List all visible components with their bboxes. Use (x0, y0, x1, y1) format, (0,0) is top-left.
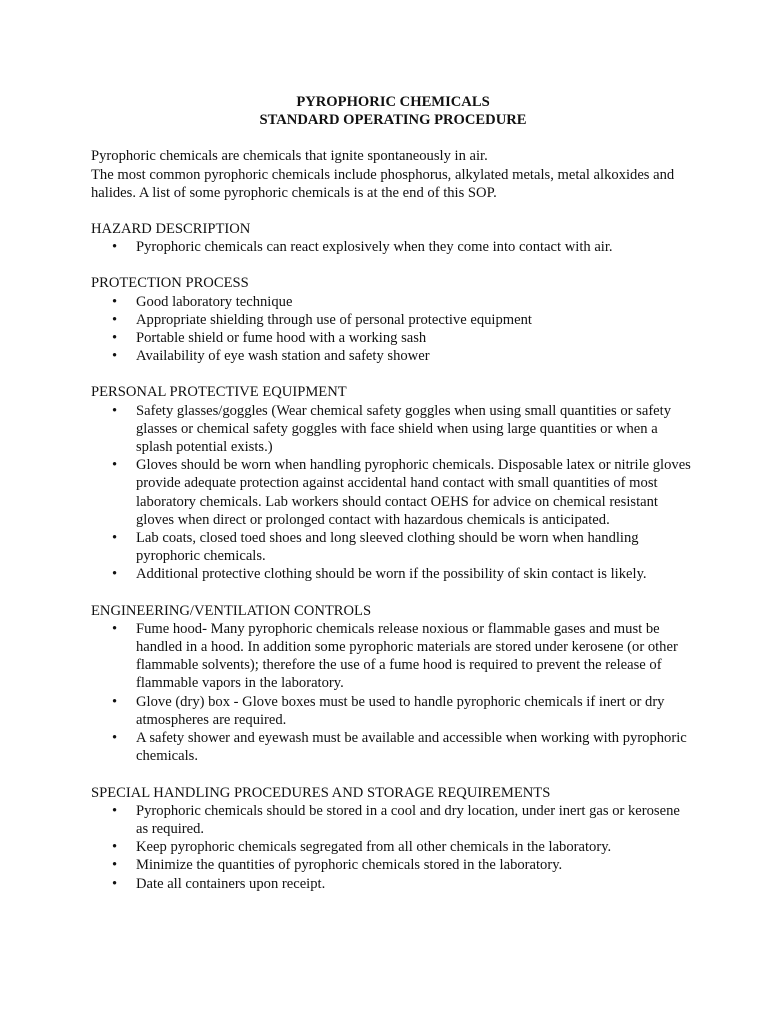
bullet-list (91, 238, 691, 256)
intro-line: Pyrophoric chemicals are chemicals that ignite spontaneously in air. (91, 148, 488, 165)
document-title-line-1: PYROPHORIC CHEMICALS (296, 94, 490, 110)
section-heading: PROTECTION PROCESS (91, 275, 249, 292)
list-item: • Pyrophoric chemicals can react explosively when they come into contact with air. (91, 238, 691, 256)
section-personal-protective-equipment (91, 383, 691, 583)
list-item: • Glove (dry) box - Glove boxes must be used to handle pyrophoric chemicals if inert or dry atmospheres are required. (91, 693, 691, 729)
list-item: • Keep pyrophoric chemicals segregated from all other chemicals in the laboratory. (91, 838, 691, 856)
bullet-list (91, 293, 691, 366)
bullet-list (91, 620, 691, 766)
section-heading: SPECIAL HANDLING PROCEDURES AND STORAGE REQUIREMENTS (91, 784, 551, 801)
list-item: • Additional protective clothing should be worn if the possibility of skin contact is likely. (91, 565, 691, 583)
intro-line: The most common pyrophoric chemicals include phosphorus, alkylated metals, metal alkoxides and halides. A list of some pyrophoric chemicals is at the end of this SOP. (91, 166, 675, 201)
list-item: • Lab coats, closed toed shoes and long sleeved clothing should be worn when handling pyrophoric chemicals. (91, 529, 691, 565)
list-item: • Appropriate shielding through use of personal protective equipment (91, 311, 691, 329)
list-item: • Gloves should be worn when handling pyrophoric chemicals. Disposable latex or nitrile gloves provide adequate protection against accidental hand contact with small quantities of most laboratory chemicals. Lab workers should contact OEHS for advice on chemical resistant gloves when direct or prolonged contact with hazardous chemicals is anticipated. (91, 456, 691, 529)
document-page (91, 93, 691, 893)
document-title-line-2: STANDARD OPERATING PROCEDURE (259, 112, 527, 129)
list-item: • Safety glasses/goggles (Wear chemical safety goggles when using small quantities or safety glasses or chemical safety goggles with face shield when using large quantities or when a splash potential exists.) (91, 402, 691, 457)
section-special-handling-storage (91, 784, 691, 893)
section-heading: PERSONAL PROTECTIVE EQUIPMENT (91, 384, 347, 401)
section-hazard-description (91, 220, 691, 256)
list-item: • Pyrophoric chemicals should be stored in a cool and dry location, under inert gas or kerosene as required. (91, 802, 691, 838)
bullet-list (91, 802, 691, 893)
section-protection-process (91, 274, 691, 365)
list-item: • Good laboratory technique (91, 293, 691, 311)
list-item: • Fume hood- Many pyrophoric chemicals release noxious or flammable gases and must be handled in a hood. In addition some pyrophoric materials are stored under kerosene (or other flammable solvents); therefore the use of a fume hood is required to prevent the release of flammable vapors in the laboratory. (91, 620, 691, 693)
list-item: • Minimize the quantities of pyrophoric chemicals stored in the laboratory. (91, 856, 691, 874)
list-item: • Availability of eye wash station and safety shower (91, 347, 691, 365)
section-heading: ENGINEERING/VENTILATION CONTROLS (91, 602, 372, 619)
list-item: • Date all containers upon receipt. (91, 875, 691, 893)
section-heading: HAZARD DESCRIPTION (91, 221, 251, 238)
intro-paragraph (91, 147, 691, 202)
section-engineering-ventilation-controls (91, 602, 691, 766)
list-item: • A safety shower and eyewash must be available and accessible when working with pyrophoric chemicals. (91, 729, 691, 765)
bullet-list (91, 402, 691, 584)
list-item: • Portable shield or fume hood with a working sash (91, 329, 691, 347)
